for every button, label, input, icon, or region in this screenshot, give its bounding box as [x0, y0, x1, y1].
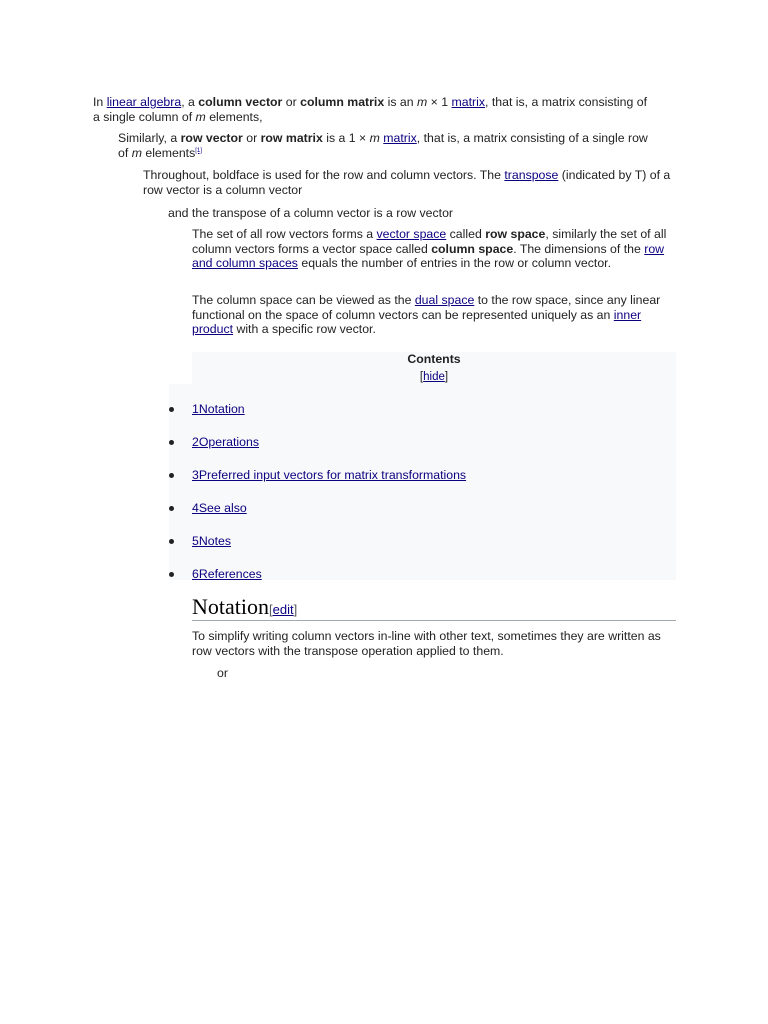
- edit-link[interactable]: edit: [272, 602, 294, 617]
- bullet-icon: [169, 506, 174, 511]
- bullet-icon: [169, 539, 174, 544]
- boldface-paragraph: Throughout, boldface is used for the row and column vectors. The transpose (indicated by T) of a row vector is a column vector: [143, 168, 671, 197]
- link-dual-space[interactable]: dual space: [414, 293, 475, 307]
- toc-item-references[interactable]: [169, 567, 569, 583]
- bullet-icon: [169, 440, 174, 445]
- toc-hide-link[interactable]: hide: [423, 371, 445, 383]
- toc-title: Contents: [407, 352, 461, 366]
- link-matrix[interactable]: matrix: [451, 95, 486, 109]
- row-vector-paragraph: Similarly, a row vector or row matrix is a 1 × m matrix, that is, a matrix consisting of a single row of m elements[1]: [118, 131, 648, 160]
- or-text: or: [217, 666, 228, 680]
- intro-paragraph: In linear algebra, a column vector or column matrix is an m × 1 matrix, that is, a matrix consisting of a single column of m elements,: [93, 95, 648, 124]
- toc-item-see-also[interactable]: [169, 501, 569, 517]
- section-title: Notation: [192, 594, 269, 619]
- link-inner-product[interactable]: inner product: [192, 307, 642, 337]
- toc-item-operations[interactable]: [169, 435, 569, 451]
- bullet-icon: [169, 407, 174, 412]
- toc-link-references[interactable]: 6References: [192, 567, 262, 581]
- bullet-icon: [169, 473, 174, 478]
- row-space-paragraph: The set of all row vectors forms a vector space called row space, similarly the set of all column vectors forms a vector space called column space. The dimensions of the row and column spaces equals the number of entries in the row or column vector.: [192, 227, 667, 271]
- section-heading-notation: [192, 594, 676, 621]
- link-transpose[interactable]: transpose: [504, 168, 559, 182]
- link-vector-space[interactable]: vector space: [376, 227, 447, 241]
- dual-space-paragraph: The column space can be viewed as the dual space to the row space, since any linear functional on the space of column vectors can be represented uniquely as an inner product with a specific row vector.: [192, 293, 661, 337]
- toc-link-notation[interactable]: 1Notation: [192, 402, 245, 416]
- toc-link-see-also[interactable]: 4See also: [192, 501, 247, 515]
- toc-item-notes[interactable]: [169, 534, 569, 550]
- toc-link-preferred-input-vectors[interactable]: 3Preferred input vectors for matrix transformations: [192, 468, 467, 482]
- toc-header: [192, 352, 676, 384]
- toc-link-notes[interactable]: 5Notes: [192, 534, 231, 548]
- toc-link-operations[interactable]: 2Operations: [192, 435, 259, 449]
- edit-section: [edit]: [269, 602, 298, 617]
- table-of-contents: [169, 384, 676, 580]
- footnote-link[interactable]: [1]: [195, 147, 202, 154]
- toc-item-preferred-input-vectors[interactable]: [169, 468, 569, 484]
- link-row-and-column-spaces[interactable]: row and column spaces: [192, 241, 665, 271]
- link-matrix-2[interactable]: matrix: [383, 131, 417, 145]
- link-linear-algebra[interactable]: linear algebra: [106, 95, 182, 109]
- transpose-paragraph: and the transpose of a column vector is a row vector: [168, 206, 454, 220]
- toc-toggle: [hide]: [419, 371, 449, 383]
- bullet-icon: [169, 572, 174, 577]
- toc-item-notation[interactable]: [169, 402, 569, 418]
- notation-paragraph: To simplify writing column vectors in-line with other text, sometimes they are written as row vectors with the transpose operation applied to them.: [192, 629, 661, 658]
